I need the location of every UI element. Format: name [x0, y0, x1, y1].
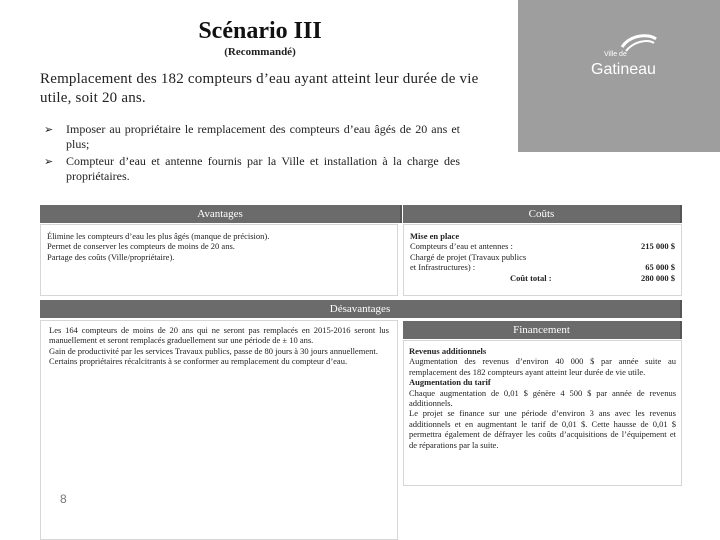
- cost-total-label: Coût total :: [510, 272, 552, 283]
- disadvantage-item: Gain de productivité par les services Travaux publics, passe de 80 jours à 30 jours annuellement.: [49, 345, 378, 356]
- financing-text-2: Chaque augmentation de 0,01 $ génère 4 500 $ par année de revenus additionnels.: [409, 387, 676, 409]
- cost-line-1: Compteurs d’eau et antennes :: [410, 241, 513, 252]
- financing-text-1: Augmentation des revenus d’environ 40 000 $ par année suite au remplacement des 182 compteurs ayant atteint leur durée de vie utile.: [409, 356, 676, 377]
- disadvantages-header: Désavantages: [40, 300, 682, 318]
- logo-name: Gatineau: [591, 61, 656, 78]
- page-number: 8: [60, 492, 67, 506]
- disadvantage-item: Les 164 compteurs de moins de 20 ans qui ne seront pas remplacés en 2015-2016 seront lus manuellement et seront remplacés graduellement sur une période de ± 10 ans.: [49, 325, 389, 346]
- bullet-item: ➢ Compteur d’eau et antenne fournis par la Ville et installation à la charge des propriétaires.: [44, 154, 460, 183]
- advantage-item: Élimine les compteurs d’eau les plus âgés (manque de précision).: [47, 231, 270, 241]
- cost-value-2: 65 000 $: [645, 262, 675, 273]
- page-title: Scénario III: [198, 18, 322, 44]
- advantages-header: Avantages: [40, 205, 402, 223]
- cost-line-2: Chargé de projet (Travaux publics: [410, 251, 527, 262]
- bullet-item: ➢ Imposer au propriétaire le remplacement des compteurs d’eau âgés de 20 ans et plus;: [44, 122, 460, 151]
- financing-text-3: Le projet se finance sur une période d’environ 3 ans avec les revenus additionnels et en augmentant le tarif de 0,01 $. Cette hausse de 0,01 $ permettra également de défrayer les coûts d’acquisitions de l’équipement et de réparations par la suite.: [409, 408, 676, 450]
- arrow-right-icon: ➢: [44, 155, 54, 168]
- financing-panel: [403, 340, 682, 486]
- costs-panel: [403, 224, 682, 296]
- financing-header: Financement: [403, 321, 682, 339]
- main-statement: Remplacement des 182 compteurs d’eau ayant atteint leur durée de vie utile, soit 20 ans.: [40, 71, 479, 106]
- arrow-right-icon: ➢: [44, 123, 54, 136]
- logo-ville-de: Ville de: [604, 51, 627, 58]
- cost-total-value: 280 000 $: [641, 272, 675, 283]
- advantages-panel: [40, 224, 398, 296]
- costs-heading: Mise en place: [410, 231, 460, 241]
- cost-line-3: et Infrastructures) :: [410, 262, 476, 273]
- page-subtitle: (Recommandé): [224, 46, 296, 58]
- bullet-list: [44, 122, 460, 186]
- advantage-item: Partage des coûts (Ville/propriétaire).: [47, 251, 175, 262]
- cost-value-1: 215 000 $: [641, 241, 675, 252]
- financing-heading-1: Revenus additionnels: [409, 346, 487, 356]
- disadvantages-panel: [40, 320, 398, 540]
- gatineau-logo: [588, 33, 668, 81]
- costs-header: Coûts: [403, 205, 682, 223]
- financing-heading-2: Augmentation du tarif: [409, 377, 491, 388]
- disadvantage-item: Certains propriétaires récalcitrants à se conformer au remplacement du compteur d’eau.: [49, 356, 348, 367]
- advantage-item: Permet de conserver les compteurs de moins de 20 ans.: [47, 241, 235, 252]
